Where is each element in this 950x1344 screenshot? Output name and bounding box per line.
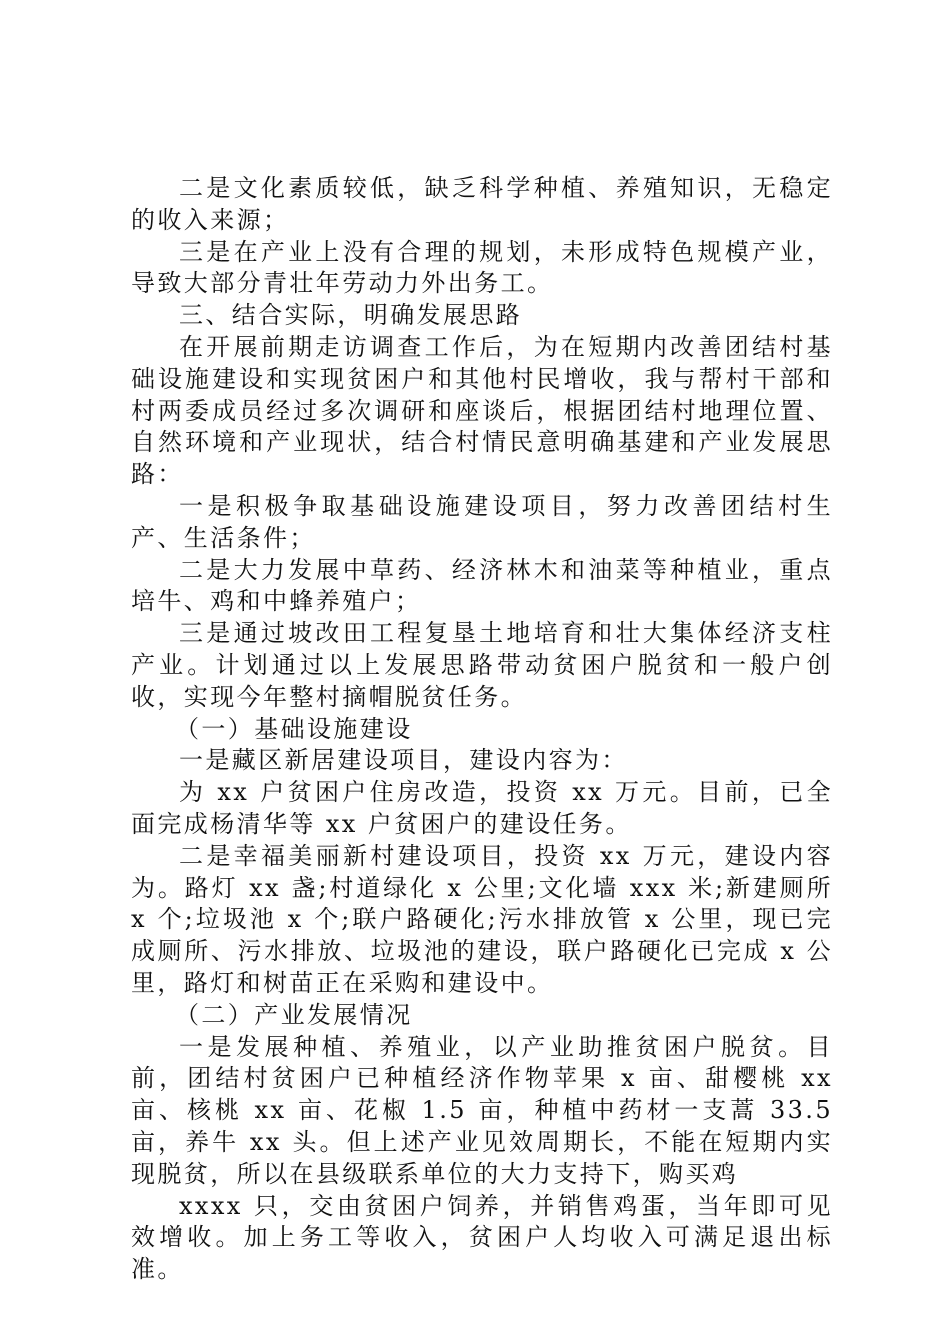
paragraph-7: 一是藏区新居建设项目，建设内容为： <box>179 746 628 775</box>
subheading-infrastructure: （一）基础设施建设 <box>175 714 413 743</box>
paragraph-11: xxxx 只，交由贫困户饲养，并销售鸡蛋，当年即可见效增收。加上务工等收入，贫困户人均收入可满足退出标准。 <box>131 1191 833 1284</box>
paragraph-10: 一是发展种植、养殖业，以产业助推贫困户脱贫。目前，团结村贫困户已种植经济作物苹果 x 亩、甜樱桃 xx 亩、核桃 xx 亩、花椒 1.5 亩，种植中药材一支蒿 33.5 亩，养牛 xx 头。但上述产业见效周期长，不能在短期内实现脱贫，所以在县级联系单位的大力支持下，购买鸡 <box>131 1032 833 1188</box>
paragraph-4: 一是积极争取基础设施建设项目，努力改善团结村生产、生活条件； <box>131 491 833 552</box>
document-page <box>131 173 833 1286</box>
paragraph-8: 为 xx 户贫困户住房改造，投资 xx 万元。目前，已全面完成杨清华等 xx 户贫困户的建设任务。 <box>131 778 833 838</box>
paragraph-9: 二是幸福美丽新村建设项目，投资 xx 万元，建设内容为。路灯 xx 盏;村道绿化 x 公里;文化墙 xxx 米;新建厕所 x 个;垃圾池 x 个;联户路硬化;污水排放管 x 公里，现已完成厕所、污水排放、垃圾池的建设，联户路硬化已完成 x 公里，路灯和树苗正在采购和建设中。 <box>131 841 833 997</box>
paragraph-6: 三是通过坡改田工程复垦土地培育和壮大集体经济支柱产业。计划通过以上发展思路带动贫困户脱贫和一般户创收，实现今年整村摘帽脱贫任务。 <box>131 619 833 711</box>
paragraph-2: 三是在产业上没有合理的规划，未形成特色规模产业，导致大部分青壮年劳动力外出务工。 <box>131 237 833 298</box>
section-heading: 三、结合实际，明确发展思路 <box>179 301 523 330</box>
paragraph-3: 在开展前期走访调查工作后，为在短期内改善团结村基础设施建设和实现贫困户和其他村民增收，我与帮村干部和村两委成员经过多次调研和座谈后，根据团结村地理位置、自然环境和产业现状，结合村情民意明确基建和产业发展思路： <box>131 332 833 489</box>
paragraph-5: 二是大力发展中草药、经济林木和油菜等种植业，重点培牛、鸡和中蜂养殖户； <box>131 555 833 616</box>
subheading-industry: （二）产业发展情况 <box>175 1000 413 1029</box>
paragraph-1: 二是文化素质较低，缺乏科学种植、养殖知识，无稳定的收入来源； <box>131 174 833 234</box>
